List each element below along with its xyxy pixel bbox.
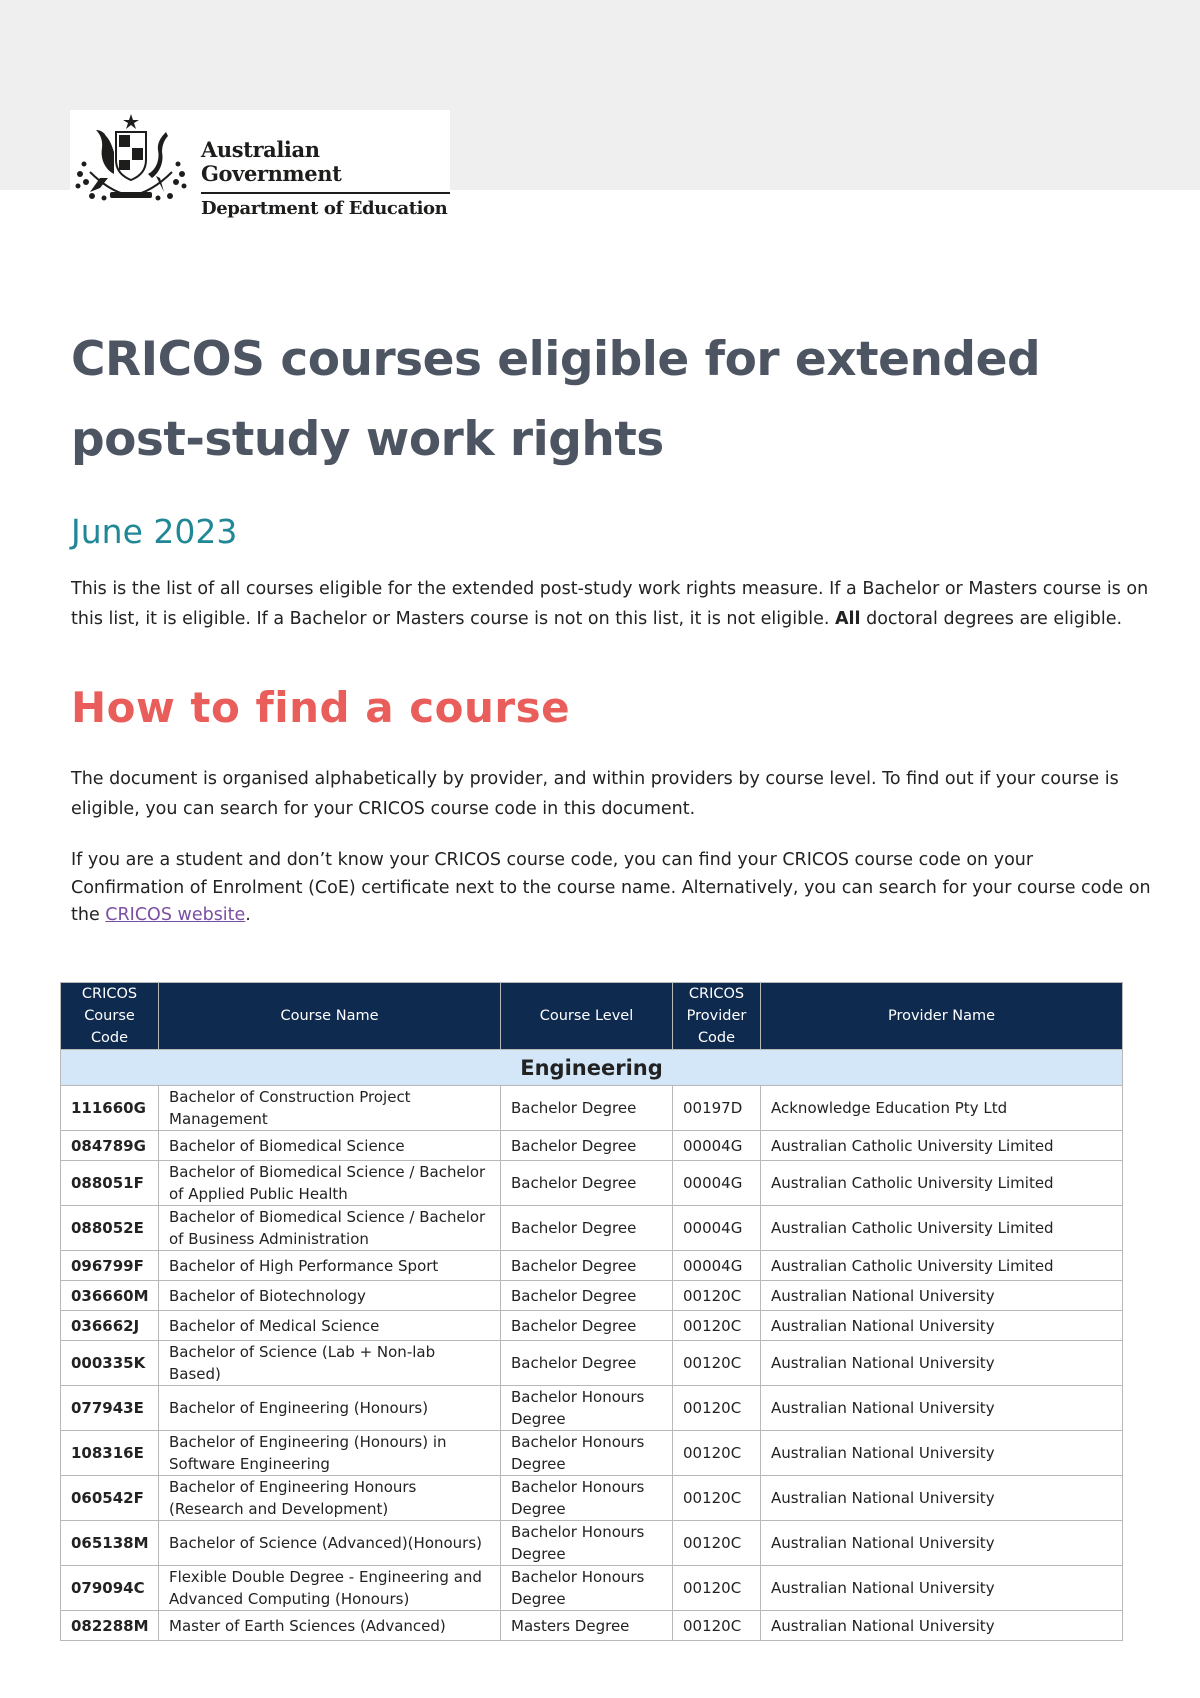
- table-header-row: [61, 983, 1123, 1050]
- course-name-cell: Bachelor of Biomedical Science / Bachelor of Applied Public Health: [159, 1161, 501, 1206]
- group-label: Engineering: [61, 1050, 1123, 1086]
- course-level-cell: Masters Degree: [501, 1611, 673, 1641]
- provider-name-cell: Australian National University: [761, 1431, 1123, 1476]
- course-level-cell: Bachelor Degree: [501, 1206, 673, 1251]
- table-row: [61, 1161, 1123, 1206]
- government-logo: [70, 110, 450, 219]
- table-row: [61, 1566, 1123, 1611]
- org-name: Australian Government: [201, 138, 450, 194]
- header-course-level: Course Level: [501, 983, 673, 1050]
- course-code-cell: 108316E: [61, 1431, 159, 1476]
- provider-name-cell: Australian National University: [761, 1611, 1123, 1641]
- provider-name-cell: Australian National University: [761, 1311, 1123, 1341]
- course-code-cell: 079094C: [61, 1566, 159, 1611]
- provider-code-cell: 00120C: [673, 1341, 761, 1386]
- coe-text: If you are a student and don’t know your CRICOS course code, you can find your CRICOS course code on your Confirmation of Enrolment (CoE) certificate next to the course name. Alternatively, you can search for your course code on the: [71, 850, 1151, 925]
- table-row: [61, 1086, 1123, 1131]
- table-row: [61, 1281, 1123, 1311]
- course-name-cell: Bachelor of Construction Project Management: [159, 1086, 501, 1131]
- provider-name-cell: Australian National University: [761, 1476, 1123, 1521]
- table-row: [61, 1611, 1123, 1641]
- provider-name-cell: Australian National University: [761, 1566, 1123, 1611]
- table-row: [61, 1206, 1123, 1251]
- course-code-cell: 088052E: [61, 1206, 159, 1251]
- table-row: [61, 1386, 1123, 1431]
- provider-code-cell: 00197D: [673, 1086, 761, 1131]
- table-row: [61, 1521, 1123, 1566]
- course-level-cell: Bachelor Honours Degree: [501, 1431, 673, 1476]
- table-row: [61, 1431, 1123, 1476]
- course-level-cell: Bachelor Honours Degree: [501, 1476, 673, 1521]
- intro-paragraph: [71, 574, 1151, 634]
- course-code-cell: 036660M: [61, 1281, 159, 1311]
- group-row-engineering: [61, 1050, 1123, 1086]
- course-code-cell: 111660G: [61, 1086, 159, 1131]
- course-code-cell: 082288M: [61, 1611, 159, 1641]
- provider-code-cell: 00120C: [673, 1431, 761, 1476]
- course-level-cell: Bachelor Honours Degree: [501, 1521, 673, 1566]
- provider-name-cell: Australian Catholic University Limited: [761, 1131, 1123, 1161]
- table-row: [61, 1131, 1123, 1161]
- course-level-cell: Bachelor Degree: [501, 1341, 673, 1386]
- course-level-cell: Bachelor Honours Degree: [501, 1386, 673, 1431]
- course-name-cell: Bachelor of Engineering (Honours) in Software Engineering: [159, 1431, 501, 1476]
- header-provider-code: CRICOS Provider Code: [673, 983, 761, 1050]
- provider-code-cell: 00120C: [673, 1281, 761, 1311]
- course-code-cell: 084789G: [61, 1131, 159, 1161]
- intro-emphasis: All: [834, 609, 861, 629]
- section-heading: How to find a course: [71, 683, 571, 732]
- provider-code-cell: 00004G: [673, 1206, 761, 1251]
- provider-code-cell: 00120C: [673, 1566, 761, 1611]
- course-level-cell: Bachelor Honours Degree: [501, 1566, 673, 1611]
- provider-name-cell: Australian National University: [761, 1341, 1123, 1386]
- course-name-cell: Flexible Double Degree - Engineering and Advanced Computing (Honours): [159, 1566, 501, 1611]
- course-name-cell: Bachelor of Science (Advanced)(Honours): [159, 1521, 501, 1566]
- course-name-cell: Bachelor of High Performance Sport: [159, 1251, 501, 1281]
- page-title: CRICOS courses eligible for extended post-study work rights: [71, 332, 1041, 467]
- table-row: [61, 1311, 1123, 1341]
- coat-of-arms-icon: [70, 112, 192, 204]
- provider-name-cell: Australian Catholic University Limited: [761, 1206, 1123, 1251]
- course-name-cell: Bachelor of Medical Science: [159, 1311, 501, 1341]
- courses-table: [60, 982, 1123, 1641]
- table-row: [61, 1251, 1123, 1281]
- header-provider-name: Provider Name: [761, 983, 1123, 1050]
- course-name-cell: Master of Earth Sciences (Advanced): [159, 1611, 501, 1641]
- header-course-code: CRICOS Course Code: [61, 983, 159, 1050]
- course-code-cell: 077943E: [61, 1386, 159, 1431]
- course-level-cell: Bachelor Degree: [501, 1281, 673, 1311]
- course-level-cell: Bachelor Degree: [501, 1161, 673, 1206]
- department-name: Department of Education: [201, 198, 448, 219]
- table-row: [61, 1476, 1123, 1521]
- course-name-cell: Bachelor of Biomedical Science: [159, 1131, 501, 1161]
- intro-text-2: doctoral degrees are eligible.: [860, 609, 1123, 629]
- provider-name-cell: Australian National University: [761, 1281, 1123, 1311]
- provider-name-cell: Acknowledge Education Pty Ltd: [761, 1086, 1123, 1131]
- coe-paragraph: [71, 847, 1151, 930]
- intro-text-1: This is the list of all courses eligible for the extended post-study work rights measure. If a Bachelor or Masters course is on this list, it is eligible. If a Bachelor or Masters course is not on this list, it is not eligible.: [71, 579, 1149, 629]
- course-code-cell: 096799F: [61, 1251, 159, 1281]
- course-name-cell: Bachelor of Engineering (Honours): [159, 1386, 501, 1431]
- provider-code-cell: 00120C: [673, 1386, 761, 1431]
- provider-code-cell: 00120C: [673, 1311, 761, 1341]
- course-name-cell: Bachelor of Engineering Honours (Research and Development): [159, 1476, 501, 1521]
- provider-name-cell: Australian National University: [761, 1386, 1123, 1431]
- course-code-cell: 036662J: [61, 1311, 159, 1341]
- course-code-cell: 088051F: [61, 1161, 159, 1206]
- provider-name-cell: Australian National University: [761, 1521, 1123, 1566]
- provider-code-cell: 00120C: [673, 1521, 761, 1566]
- course-level-cell: Bachelor Degree: [501, 1251, 673, 1281]
- course-code-cell: 000335K: [61, 1341, 159, 1386]
- course-level-cell: Bachelor Degree: [501, 1086, 673, 1131]
- header-course-name: Course Name: [159, 983, 501, 1050]
- provider-name-cell: Australian Catholic University Limited: [761, 1251, 1123, 1281]
- course-level-cell: Bachelor Degree: [501, 1311, 673, 1341]
- provider-code-cell: 00004G: [673, 1161, 761, 1206]
- instructions-paragraph: The document is organised alphabetically by provider, and within providers by course level. To find out if your course is eligible, you can search for your CRICOS course code in this document.: [71, 769, 1119, 819]
- course-name-cell: Bachelor of Science (Lab + Non-lab Based): [159, 1341, 501, 1386]
- course-code-cell: 060542F: [61, 1476, 159, 1521]
- course-name-cell: Bachelor of Biomedical Science / Bachelor of Business Administration: [159, 1206, 501, 1251]
- course-name-cell: Bachelor of Biotechnology: [159, 1281, 501, 1311]
- publication-date: June 2023: [71, 512, 238, 551]
- course-code-cell: 065138M: [61, 1521, 159, 1566]
- provider-code-cell: 00120C: [673, 1611, 761, 1641]
- provider-code-cell: 00004G: [673, 1131, 761, 1161]
- coe-text-end: .: [245, 905, 251, 925]
- government-wordmark: [201, 138, 450, 219]
- table-row: [61, 1341, 1123, 1386]
- provider-code-cell: 00120C: [673, 1476, 761, 1521]
- cricos-website-link[interactable]: CRICOS website: [105, 905, 246, 925]
- provider-code-cell: 00004G: [673, 1251, 761, 1281]
- provider-name-cell: Australian Catholic University Limited: [761, 1161, 1123, 1206]
- course-level-cell: Bachelor Degree: [501, 1131, 673, 1161]
